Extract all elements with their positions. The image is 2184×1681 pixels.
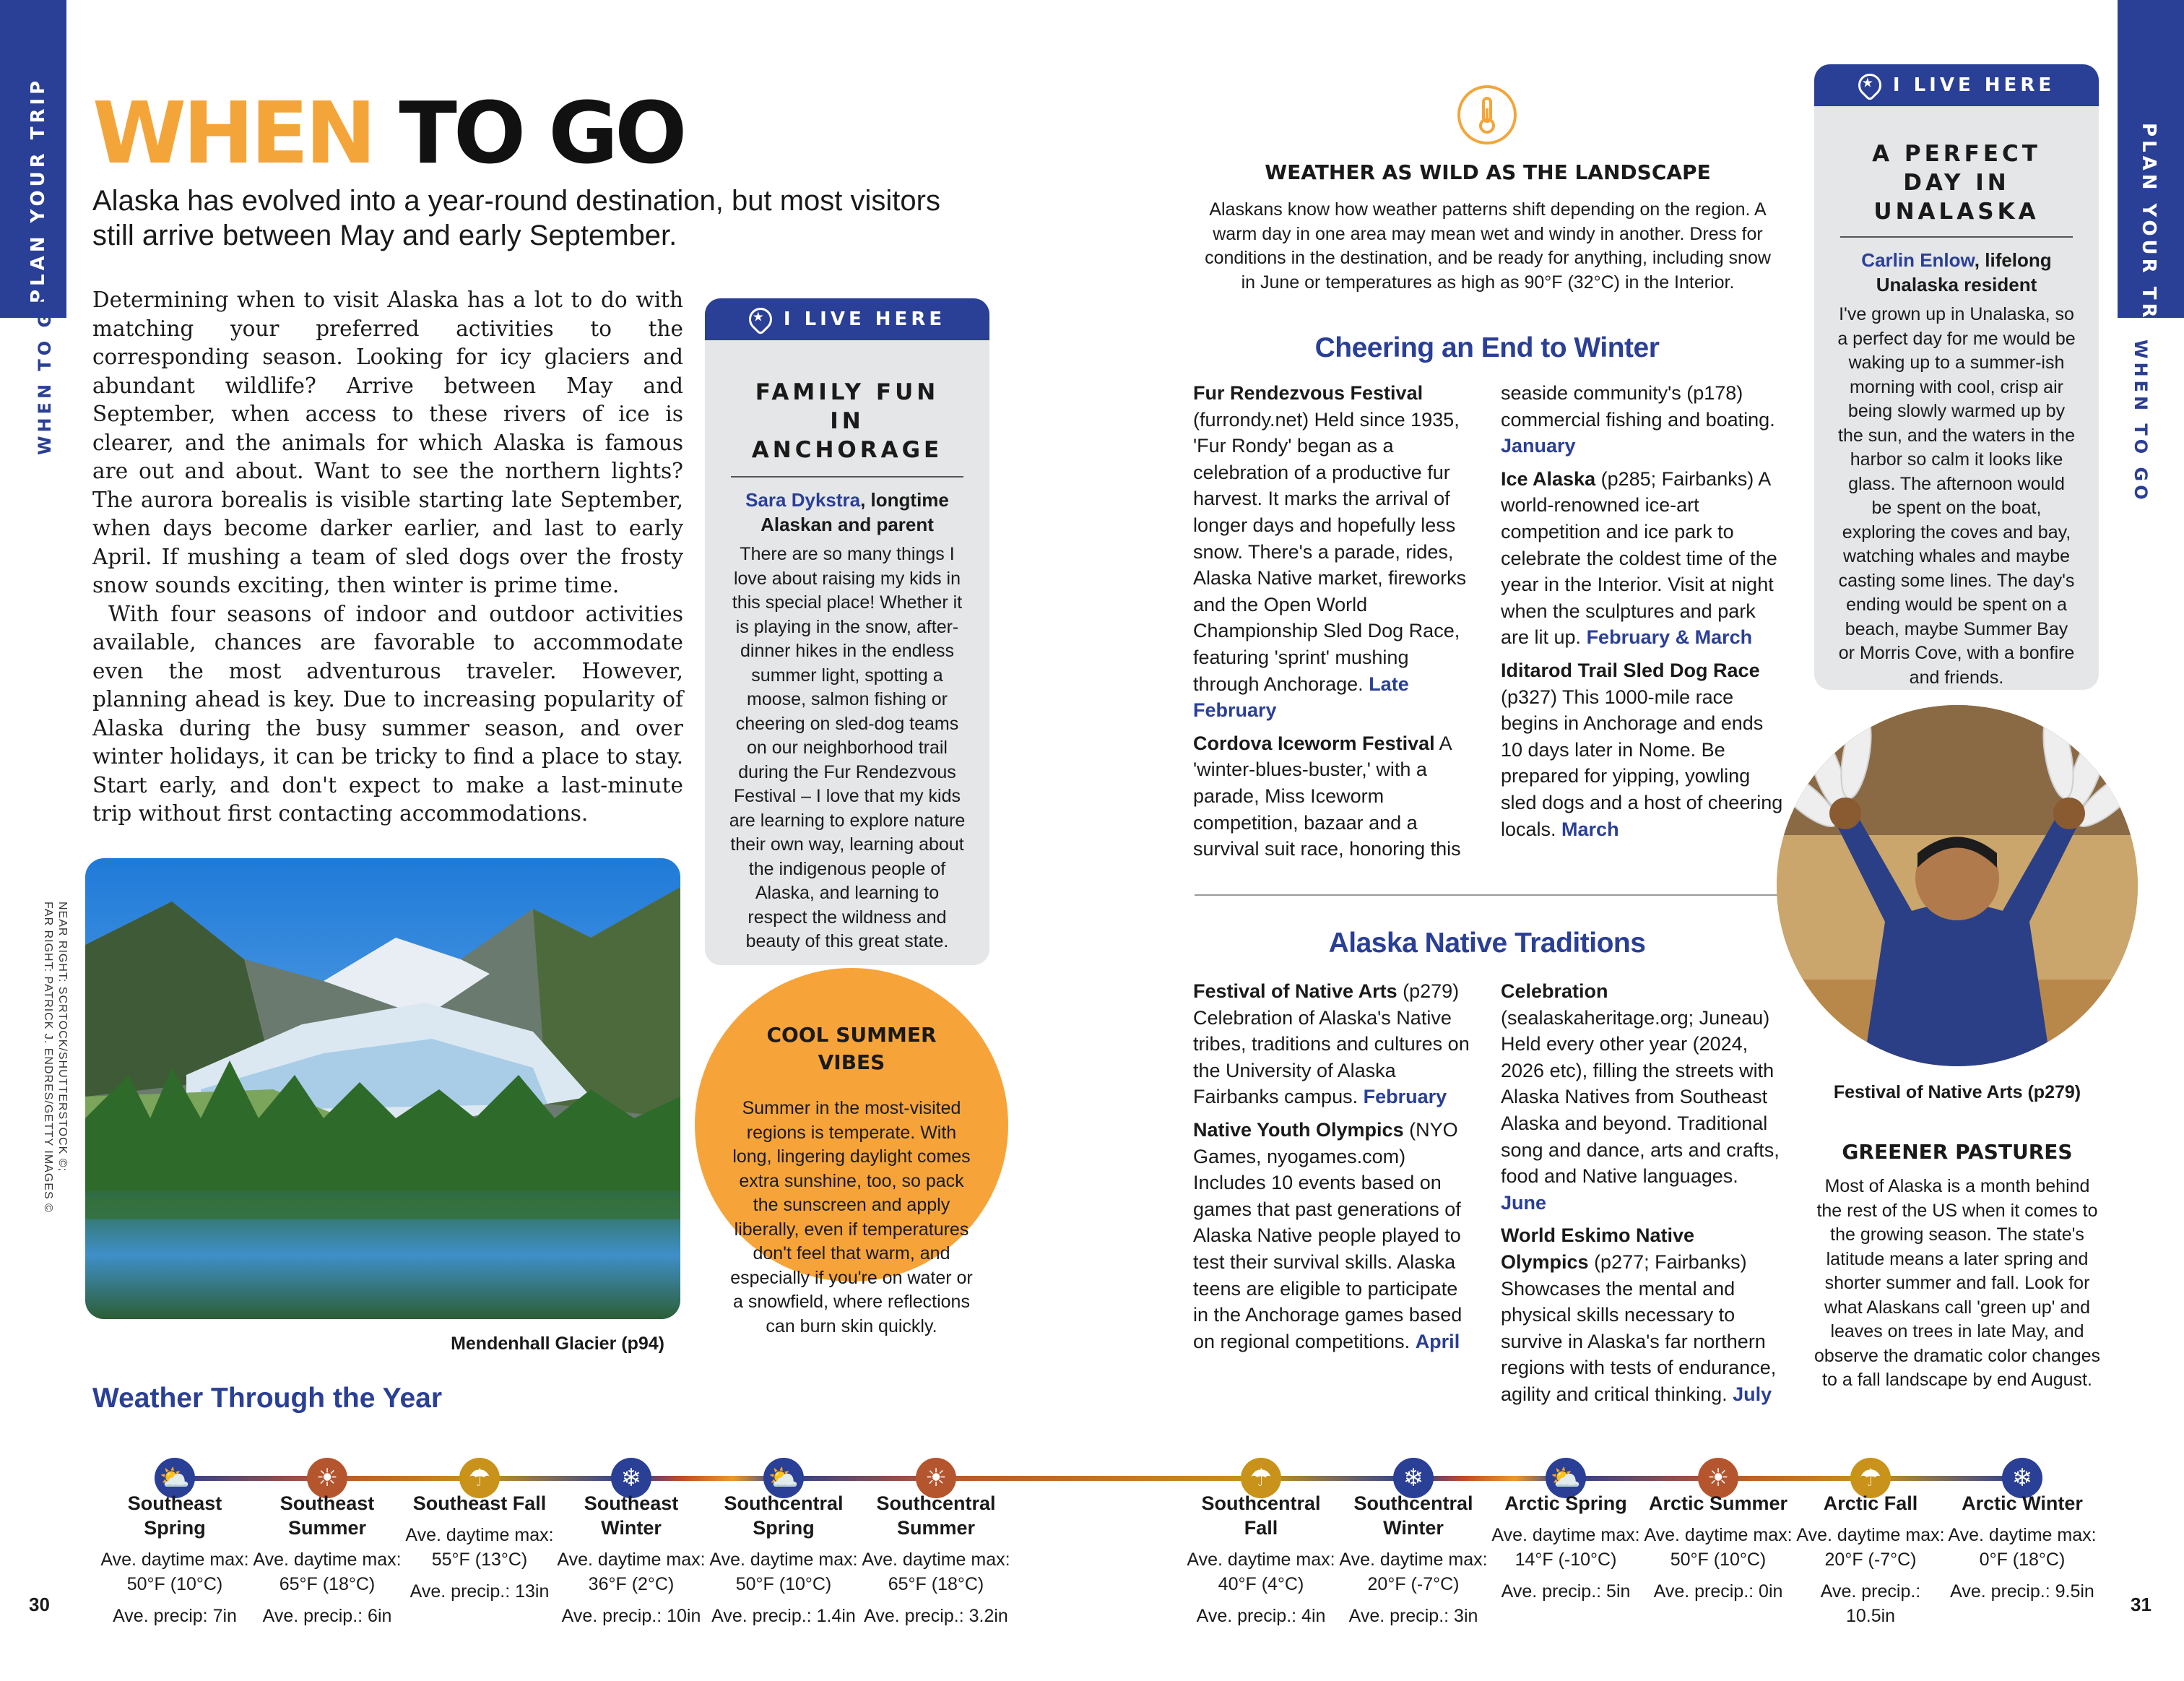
timeline-segment <box>1718 1476 1871 1481</box>
region-precip: Ave. precip.: 13in <box>410 1581 550 1602</box>
sun-icon: ☀ <box>916 1458 956 1498</box>
map-pin-icon <box>744 303 776 335</box>
snowflake-icon: ❄ <box>611 1458 651 1498</box>
map-pin-icon <box>1853 69 1886 101</box>
weather-region-item <box>1490 1491 1642 1604</box>
region-season-name: Southeast Spring <box>127 1492 222 1539</box>
region-max-temp: Ave. daytime max: 65°F (18°C) <box>862 1550 1010 1594</box>
region-max-temp: Ave. daytime max: 20°F (-7°C) <box>1796 1525 1945 1570</box>
region-season-name: Southeast Winter <box>584 1492 679 1539</box>
author-role: , longtime Alaskan and parent <box>760 489 949 535</box>
timeline-segment <box>1566 1476 1718 1481</box>
region-season-name: Arctic Fall <box>1823 1492 1918 1514</box>
native-events <box>1193 978 1784 1408</box>
rain-cloud-icon: ☂ <box>1241 1458 1281 1498</box>
weather-year-heading: Weather Through the Year <box>92 1383 442 1414</box>
weather-region-item <box>1338 1491 1489 1628</box>
event-world-eskimo-olympics: World Eskimo Native Olympics (p277; Fairbanks) Showcases the mental and physical skills necessary to survive in Alaska's far northern regions with tests of endurance, agility and critical thinking. July <box>1501 1224 1777 1405</box>
mendenhall-glacier-photo <box>85 858 680 1319</box>
left-section-label: WHEN TO GO <box>35 291 55 455</box>
page-number-left: 30 <box>29 1594 50 1615</box>
region-precip: Ave. precip.: 0in <box>1653 1581 1783 1602</box>
event-ice-alaska: Ice Alaska (p285; Fairbanks) A world-renowned ice-art competition and ice park to celebrate the coldest time of the year in the Interior. Visit at night when the sculptures and park are lit up. February & March <box>1501 467 1777 649</box>
sun-icon: ☀ <box>1698 1458 1738 1498</box>
rain-cloud-icon: ☂ <box>459 1458 500 1498</box>
event-fur-rendezvous: Fur Rendezvous Festival (furrondy.net) Held since 1935, 'Fur Rondy' began as a celebration of a productive fur harvest. It marks the arrival of longer days and hopefully less snow. There's a parade, rides, Alaska Native market, fireworks and the Open World Championship Sled Dog Race, featuring 'sprint' mushing through Anchorage. Late February <box>1193 382 1467 722</box>
event-native-youth-olympics: Native Youth Olympics (NYO Games, nyogames.com) Includes 10 events based on games that past generations of Alaska Native people played to test their survival skills. Alaska teens are eligible to participate in the Anchorage games based on regional competitions. April <box>1193 1118 1462 1352</box>
card-header-label: I LIVE HERE <box>783 308 946 330</box>
region-precip: Ave. precip.: 6in <box>262 1606 392 1626</box>
photo-credit-line-2: FAR RIGHT: PATRICK J. ENDRES/GETTY IMAGES © <box>42 902 54 1213</box>
cool-summer-vibes-callout <box>695 968 1008 1336</box>
card-title: FAMILY FUN IN ANCHORAGE <box>751 379 943 463</box>
rain-cloud-icon: ☂ <box>1850 1458 1891 1498</box>
card-author <box>727 488 968 537</box>
greener-pastures-title: GREENER PASTURES <box>1842 1140 2073 1164</box>
body-paragraph-2: With four seasons of indoor and outdoor activities available, chances are favorable to accommodate even the most adventurous traveler. However, planning ahead is key. Due to increasing popularity of Alaska during the busy summer season, and over winter holidays, it can be tricky to find a place to stay. Start early, and don't expect to make a last-minute trip without first contacting accommodations. <box>92 601 683 826</box>
region-precip: Ave. precip.: 1.4in <box>711 1606 856 1626</box>
weather-region-item <box>1185 1491 1337 1628</box>
card-header <box>1814 64 2099 106</box>
timeline-segment <box>1413 1476 1566 1481</box>
photo-credit <box>40 902 69 1213</box>
region-max-temp: Ave. daytime max: 0°F (18°C) <box>1948 1525 2097 1570</box>
i-live-here-card-anchorage <box>705 298 989 965</box>
region-max-temp: Ave. daytime max: 50°F (10°C) <box>100 1550 249 1594</box>
region-max-temp: Ave. daytime max: 50°F (10°C) <box>709 1550 858 1594</box>
weather-region-item <box>1642 1491 1794 1604</box>
intro-body <box>92 286 683 829</box>
timeline-segment <box>936 1476 1261 1481</box>
i-live-here-card-unalaska <box>1814 64 2099 690</box>
weather-region-item <box>1946 1491 2098 1604</box>
weather-region-item <box>99 1491 251 1628</box>
weather-region-item <box>251 1491 403 1628</box>
timeline-segment <box>1261 1476 1413 1481</box>
callout-title: COOL SUMMER VIBES <box>766 1023 937 1074</box>
timeline-segment <box>175 1476 327 1481</box>
region-precip: Ave. precip.: 4in <box>1196 1606 1326 1626</box>
region-max-temp: Ave. daytime max: 55°F (13°C) <box>405 1525 554 1570</box>
snowflake-icon: ❄ <box>2002 1458 2042 1498</box>
glacier-illustration <box>85 858 680 1319</box>
weather-wild-title: WEATHER AS WILD AS THE LANDSCAPE <box>1265 160 1711 184</box>
region-season-name: Southcentral Fall <box>1201 1492 1321 1539</box>
timeline-segment <box>784 1476 936 1481</box>
native-traditions-heading: Alaska Native Traditions <box>1328 928 1646 959</box>
region-precip: Ave. precip.: 5in <box>1501 1581 1631 1602</box>
body-paragraph-1: Determining when to visit Alaska has a lot to do with matching your preferred activities to the corresponding season. Looking for icy glaciers and abundant wildlife? Arrive between May and September, when access to these rivers of ice is clearer, and the animals for which Alaska is famous are out and about. Want to see the northern lights? The aurora borealis is visible starting late September, when days become darker earlier, and last to early April. If mushing a team of sled dogs over the frosty snow sounds exciting, then winter is prime time. <box>92 288 683 597</box>
timeline-segment <box>480 1476 631 1481</box>
weather-region-item <box>708 1491 859 1628</box>
author-role: , lifelong Unalaska resident <box>1876 249 2052 295</box>
region-precip: Ave. precip.: 10.5in <box>1820 1581 1921 1626</box>
card-header <box>705 298 989 340</box>
cloud-sun-icon: ⛅ <box>763 1458 804 1498</box>
region-season-name: Southeast Summer <box>280 1492 375 1539</box>
snowflake-icon: ❄ <box>1393 1458 1434 1498</box>
title-rest: TO GO <box>399 83 684 183</box>
card-divider <box>1840 236 2073 238</box>
left-tab-label: PLAN YOUR TRIP <box>27 77 49 303</box>
region-precip: Ave. precip.: 3in <box>1348 1606 1478 1626</box>
title-highlight: WHEN <box>92 83 373 183</box>
region-season-name: Southcentral Winter <box>1353 1492 1473 1539</box>
native-dancer-photo <box>1777 705 2138 1066</box>
right-tab-label: PLAN YOUR TRIP <box>2138 123 2159 350</box>
region-season-name: Arctic Summer <box>1648 1492 1788 1514</box>
card-divider <box>731 476 963 477</box>
lead-paragraph: Alaska has evolved into a year-round destination, but most visitors still arrive between May and early September. <box>92 185 940 251</box>
region-season-name: Southcentral Spring <box>724 1492 844 1539</box>
glacier-caption: Mendenhall Glacier (p94) <box>451 1334 664 1354</box>
region-season-name: Southeast Fall <box>412 1492 547 1514</box>
cheering-heading: Cheering an End to Winter <box>1314 332 1660 363</box>
weather-region-item <box>1795 1491 1946 1628</box>
page-title <box>92 83 684 183</box>
card-header-label: I LIVE HERE <box>1892 74 2055 96</box>
card-body: There are so many things I love about raising my kids in this special place! Whether it is playing in the snow, after-dinner hikes in the endless summer light, spotting a moose, salmon fishing or cheering on sled-dog teams on our neighborhood trail during the Fur Rendezvous Festival – I love that my kids are learning to explore nature their own way, learning about the indigenous people of Alaska, and learning to respect the wildness and beauty of this great state. <box>729 544 966 951</box>
region-season-name: Arctic Spring <box>1504 1492 1627 1514</box>
region-max-temp: Ave. daytime max: 50°F (10°C) <box>1644 1525 1793 1570</box>
timeline-segment <box>631 1476 784 1481</box>
event-iditarod: Iditarod Trail Sled Dog Race (p327) This 1000-mile race begins in Anchorage and ends 10 days later in Nome. Be prepared for yipping, yowling sled dogs and a host of cheering locals. March <box>1501 659 1783 840</box>
event-cordova-iceworm: Cordova Iceworm Festival A 'winter-blues-buster,' with a parade, Miss Iceworm competition, bazaar and a survival suit race, honoring this seaside community's (p178) commercial fishing and boating. January <box>1193 382 1775 860</box>
weather-wild-body: Alaskans know how weather patterns shift depending on the region. A warm day in one area may mean wet and windy in another. Dress for conditions in the destination, and be ready for anything, including snow in June or temperatures as high as 90°F (32°C) in the Interior. <box>1205 199 1771 293</box>
region-max-temp: Ave. daytime max: 14°F (-10°C) <box>1491 1525 1640 1570</box>
timeline-segment <box>1871 1476 2022 1481</box>
thermometer-icon <box>1457 85 1517 144</box>
region-precip: Ave. precip.: 9.5in <box>1950 1581 2094 1602</box>
weather-region-item <box>404 1491 555 1604</box>
region-season-name: Arctic Winter <box>1962 1492 2083 1514</box>
author-name: Carlin Enlow <box>1861 249 1975 271</box>
page-number-right: 31 <box>2131 1594 2152 1615</box>
callout-body: Summer in the most-visited regions is temperate. With long, lingering daylight comes extra sunshine, too, so pack the sunscreen and apply liberally, even if temperatures don't feel that warm, and especially if you're on water or a snowfield, where reflections can burn skin quickly. <box>730 1098 973 1336</box>
weather-region-item <box>860 1491 1012 1628</box>
sun-icon: ☀ <box>307 1458 347 1498</box>
region-season-name: Southcentral Summer <box>876 1492 996 1539</box>
section-divider <box>1195 894 1780 896</box>
event-festival-native-arts: Festival of Native Arts (p279) Celebration of Alaska's Native tribes, traditions and cultures on the University of Alaska Fairbanks campus. February <box>1193 980 1470 1108</box>
region-precip: Ave. precip.: 3.2in <box>864 1606 1008 1626</box>
cheering-events <box>1193 380 1784 863</box>
card-author <box>1836 248 2077 297</box>
cloud-sun-icon: ⛅ <box>155 1458 195 1498</box>
region-precip: Ave. precip.: 10in <box>561 1606 701 1626</box>
region-precip: Ave. precip: 7in <box>113 1606 237 1626</box>
right-section-label: WHEN TO GO <box>2131 340 2151 504</box>
greener-pastures-body: Most of Alaska is a month behind the rest of the US when it comes to the growing season. The state's latitude means a later spring and shorter summer and fall. Look for what Alaskans call 'green up' and leaves on trees in late May, and observe the dramatic color changes to a fall landscape by end August. <box>1814 1176 2101 1390</box>
weather-region-item <box>555 1491 707 1628</box>
card-title: A PERFECT DAY IN UNALASKA <box>1872 141 2041 225</box>
region-max-temp: Ave. daytime max: 20°F (-7°C) <box>1339 1550 1488 1594</box>
region-max-temp: Ave. daytime max: 36°F (2°C) <box>557 1550 706 1594</box>
event-celebration: Celebration (sealaskaheritage.org; Juneau) Held every other year (2024, 2026 etc), filling the streets with Alaska Natives from Southeast Alaska and beyond. Traditional song and dance, arts and crafts, food and Native languages. June <box>1501 980 1780 1214</box>
timeline-segment <box>327 1476 480 1481</box>
photo-credit-line-1: NEAR RIGHT: SCRTOCK/SHUTTERSTOCK ©; <box>56 902 69 1172</box>
region-max-temp: Ave. daytime max: 65°F (18°C) <box>253 1550 402 1594</box>
card-body: I've grown up in Unalaska, so a perfect day for me would be waking up to a summer-ish morning with cool, crisp air being slowly warmed up by the sun, and the waters in the harbor so calm it looks like glass. The afternoon would be spent on the boat, exploring the coves and bay, watching whales and maybe casting some lines. The day's ending would be spent on a beach, maybe Summer Bay or Morris Cove, with a bonfire and friends. <box>1837 304 2076 688</box>
region-max-temp: Ave. daytime max: 40°F (4°C) <box>1187 1550 1335 1594</box>
author-name: Sara Dykstra <box>745 489 861 511</box>
native-arts-caption: Festival of Native Arts (p279) <box>1833 1082 2081 1102</box>
cloud-sun-icon: ⛅ <box>1546 1458 1586 1498</box>
